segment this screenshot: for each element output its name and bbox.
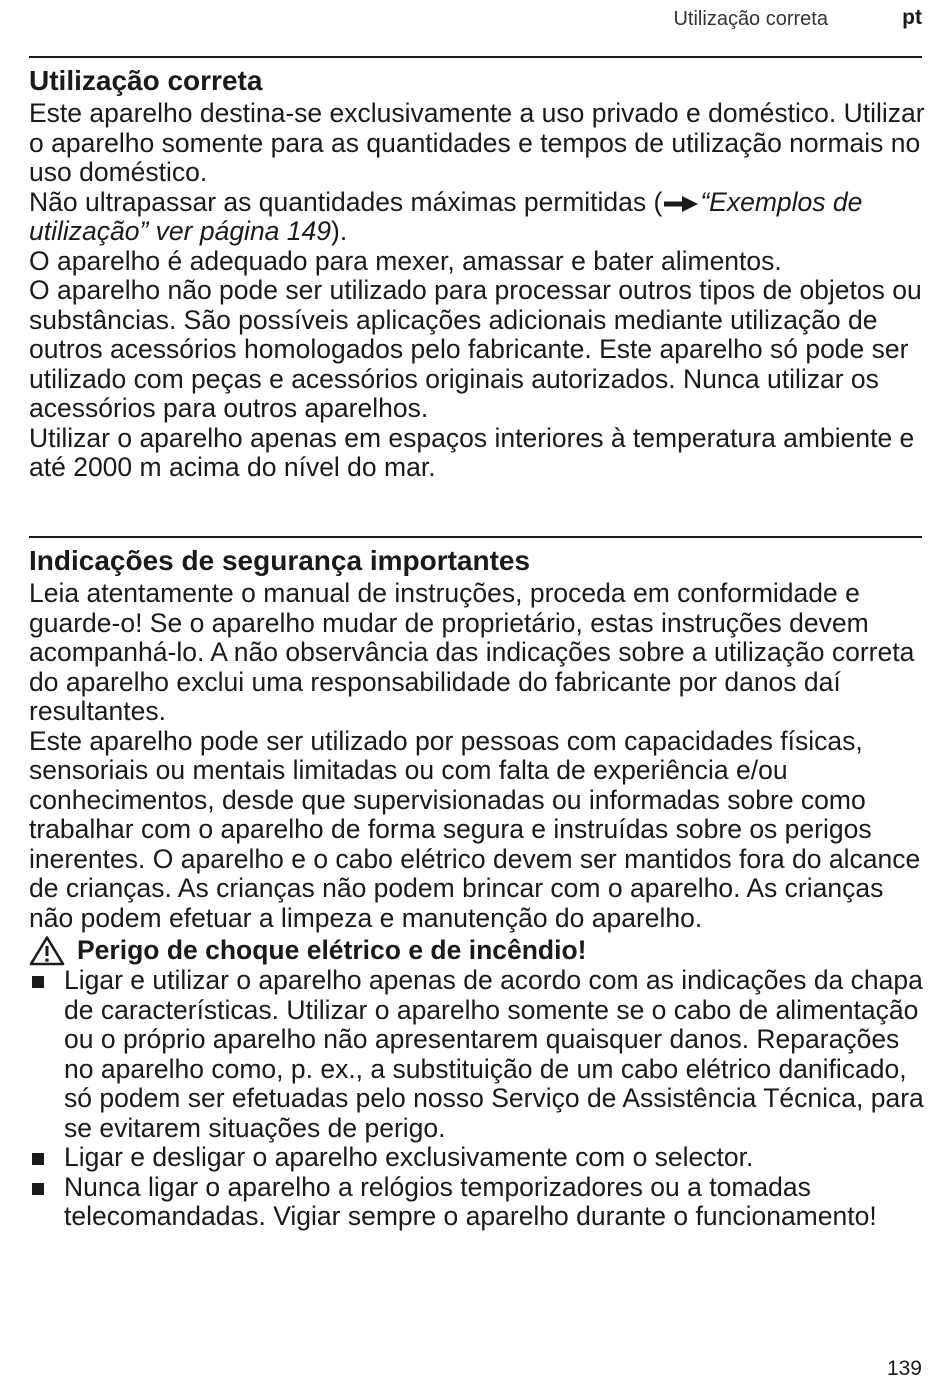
paragraph-text: ). — [331, 216, 348, 246]
list-item — [29, 966, 929, 1143]
running-header-section: Utilização correta — [673, 8, 828, 30]
page-number: 139 — [886, 1357, 922, 1380]
list-item — [29, 1173, 929, 1232]
warning-triangle-icon — [29, 935, 65, 966]
paragraph: Este aparelho destina-se exclusivamente a uso privado e doméstico. Utilizar o aparelho somente para as quantidades e tempos de utilização normais no uso doméstico. — [29, 98, 925, 187]
warning-title: Perigo de choque elétrico e de incêndio! — [77, 934, 587, 965]
page-reference-text[interactable]: “Exemplos de utilização” ver página 149 — [29, 186, 863, 246]
page-reference-link[interactable] — [662, 187, 700, 217]
square-bullet-icon — [32, 1183, 44, 1195]
paragraph-text: Não ultrapassar as quantidades máximas permitidas ( — [29, 186, 663, 217]
list-item — [29, 1143, 929, 1173]
list-item-text: Ligar e desligar o aparelho exclusivamente com o selector. — [64, 1142, 754, 1172]
section-divider — [29, 536, 922, 538]
section-intended-use — [29, 63, 929, 483]
list-item-text: Ligar e utilizar o aparelho apenas de acordo com as indicações da chapa de características. Utilizar o aparelho somente se o cabo de alimentação ou o próprio aparelho não apresentarem quaisquer danos. Reparações no aparelho como, p. ex., a substituição de um cabo elétrico danificado, só podem ser efetuadas pelo nosso Serviço de Assistência Técnica, para se evitarem situações de perigo. — [64, 965, 924, 1143]
paragraph: O aparelho é adequado para mexer, amassar e bater alimentos. — [29, 245, 782, 276]
section-safety — [29, 543, 929, 1232]
paragraph-reference — [29, 188, 929, 247]
list-item-text: Nunca ligar o aparelho a relógios temporizadores ou a tomadas telecomandadas. Vigiar sempre o aparelho durante o funcionamento! — [64, 1171, 877, 1231]
paragraph: Leia atentamente o manual de instruções, proceda em conformidade e guarde-o! Se o aparelho mudar de proprietário, estas instruções devem acompanhá-lo. A não observância das indicações sobre a utilização correta do aparelho exclui uma responsabilidade do fabricante por danos daí resultantes. — [29, 578, 915, 726]
square-bullet-icon — [32, 1153, 44, 1165]
section-title: Utilização correta — [29, 65, 263, 96]
running-header-language: pt — [902, 6, 922, 29]
paragraph: Este aparelho pode ser utilizado por pessoas com capacidades físicas, sensoriais ou mentais limitadas ou com falta de experiência e/ou conhecimentos, desde que supervisionadas ou informadas sobre como trabalhar com o aparelho de forma segura e instruídas sobre os perigos inerentes. O aparelho e o cabo elétrico devem ser mantidos fora do alcance de crianças. As crianças não podem brincar com o aparelho. As crianças não podem efetuar a limpeza e manutenção do aparelho. — [29, 725, 921, 933]
arrow-right-icon — [662, 194, 700, 214]
paragraph: O aparelho não pode ser utilizado para processar outros tipos de objetos ou substâncias. São possíveis aplicações adicionais mediante utilização de outros acessórios homologados pelo fabricante. Este aparelho só pode ser utilizado com peças e acessórios originais autorizados. Nunca utilizar os acessórios para outros aparelhos. — [29, 275, 922, 423]
paragraph: Utilizar o aparelho apenas em espaços interiores à temperatura ambiente e até 2000 m acima do nível do mar. — [29, 422, 915, 482]
section-divider — [29, 56, 922, 58]
warning-heading — [29, 935, 929, 966]
safety-bullet-list — [29, 966, 929, 1232]
section-title: Indicações de segurança importantes — [29, 545, 531, 576]
square-bullet-icon — [32, 976, 44, 988]
